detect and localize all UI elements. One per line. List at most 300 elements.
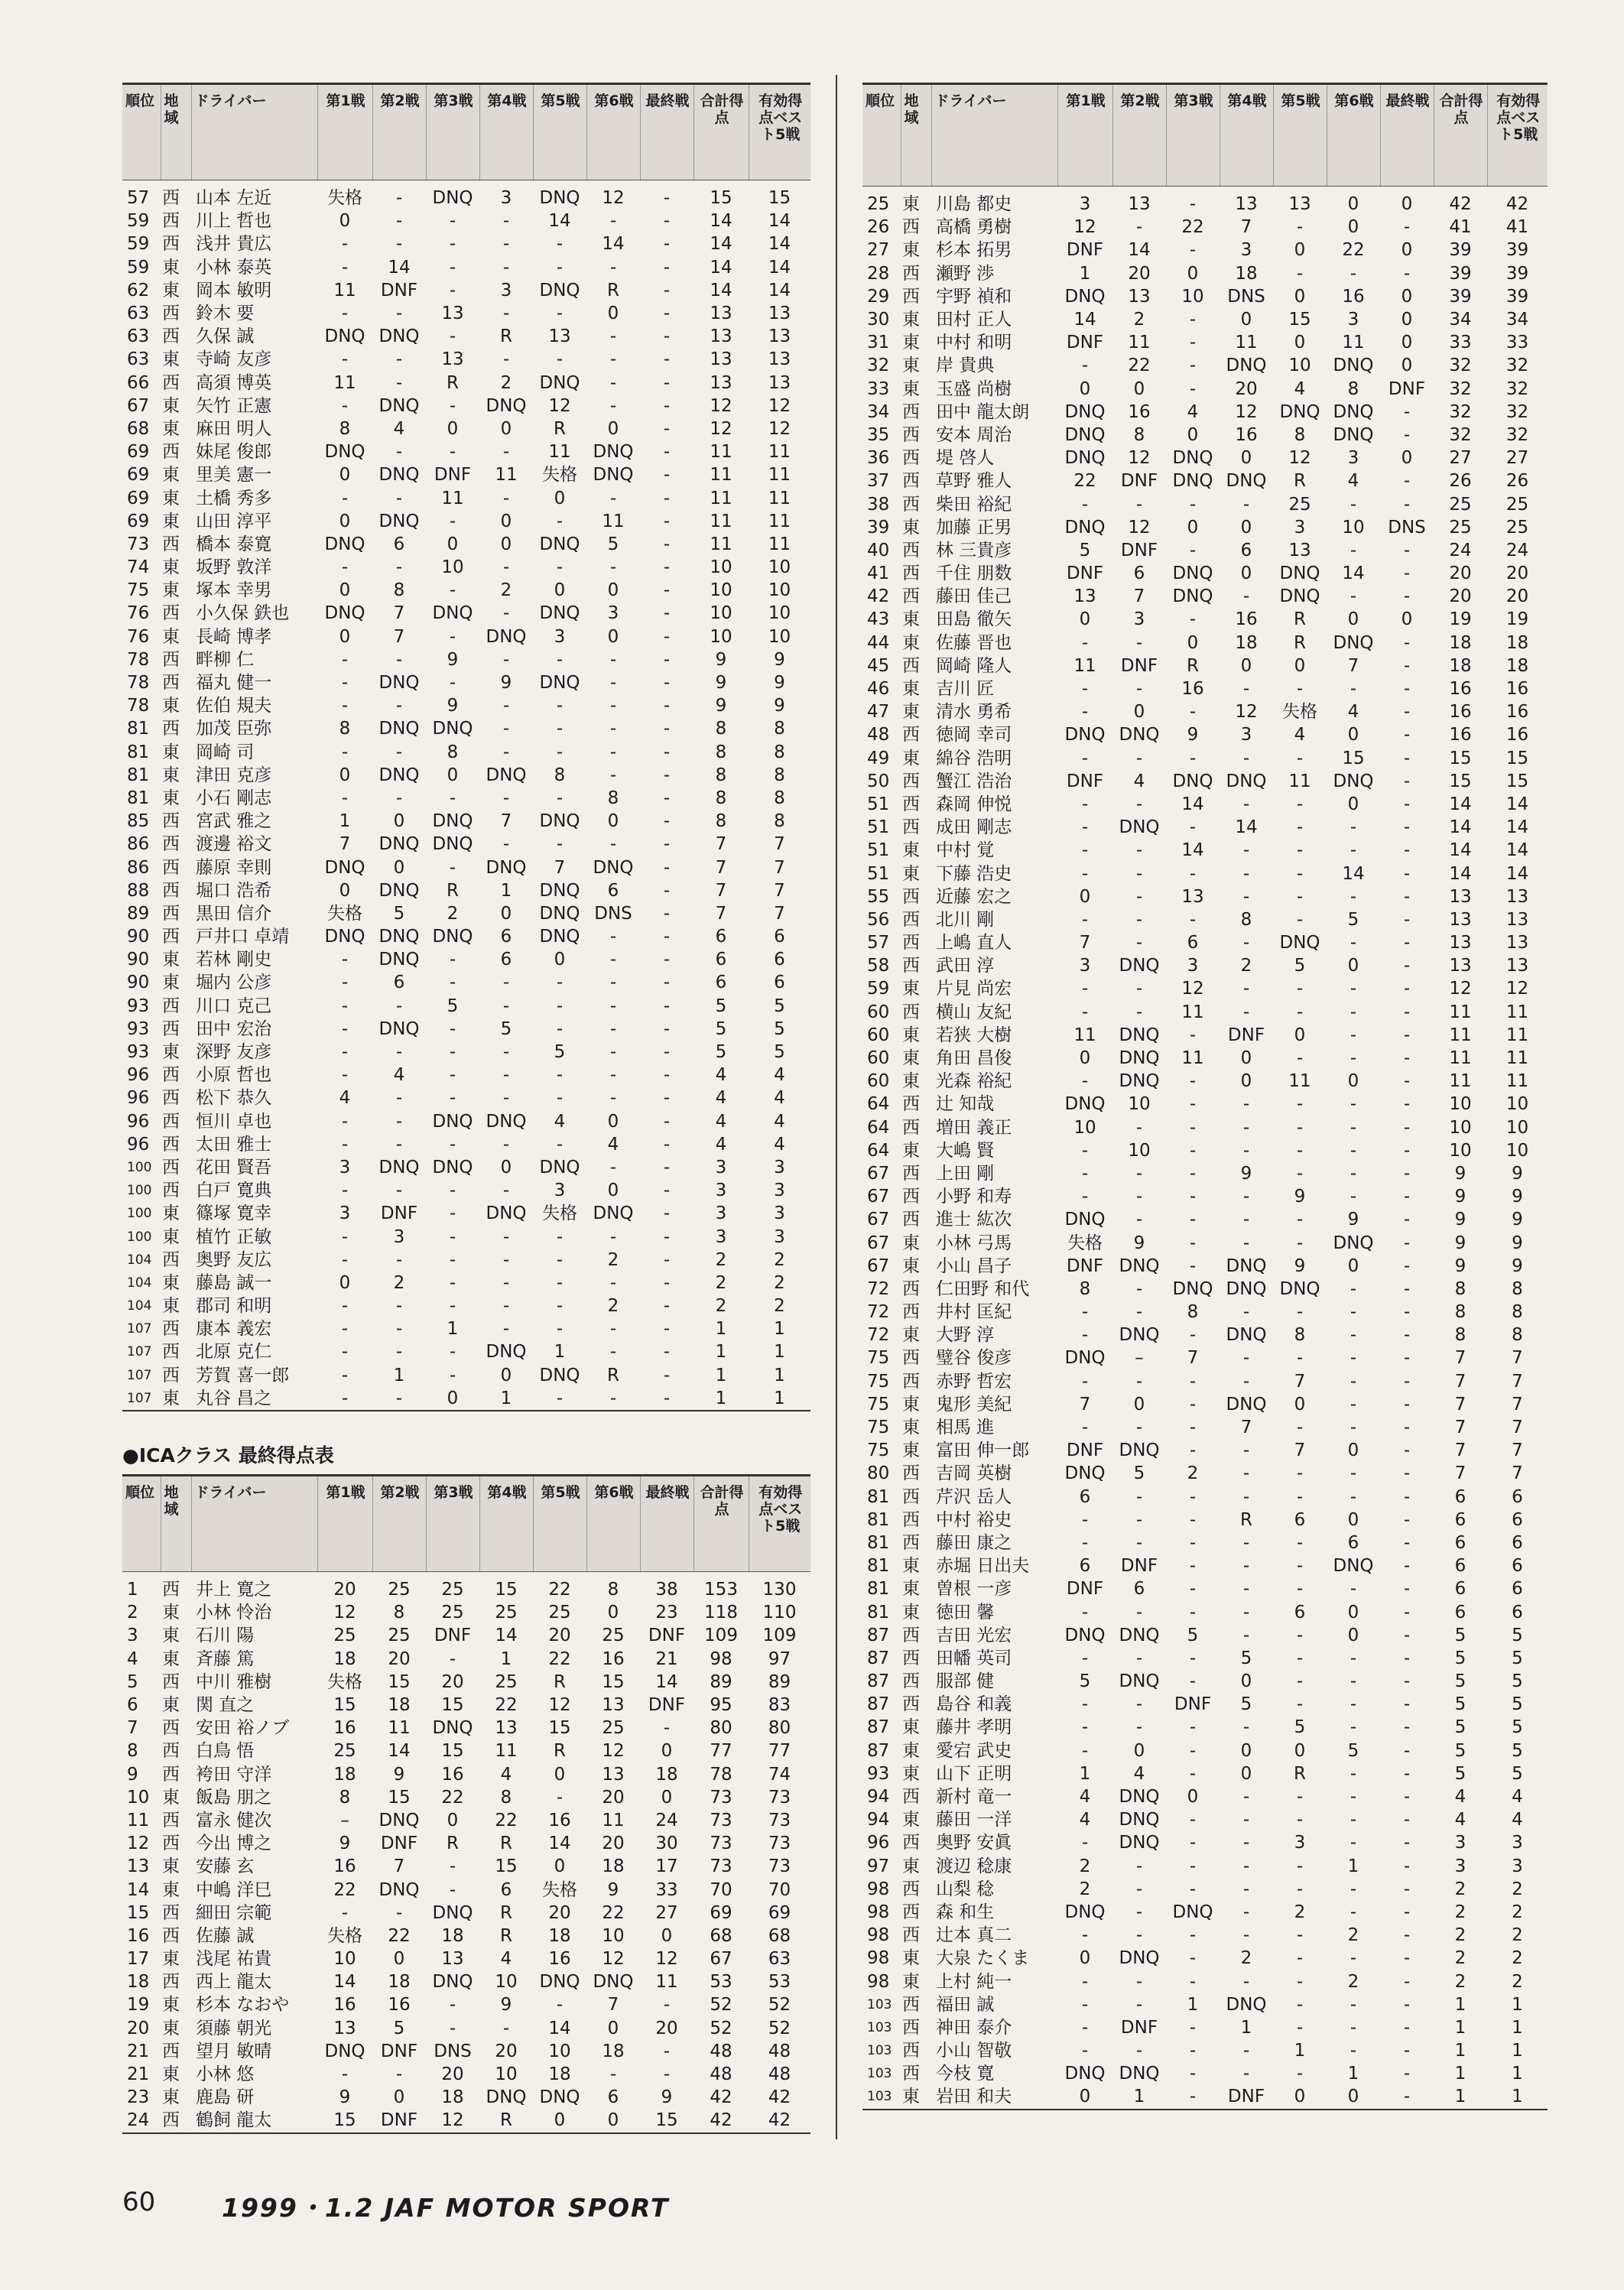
table-row: [862, 2062, 1548, 2085]
cell-round-2: -: [395, 1342, 403, 1363]
cell-total-points: 6: [1454, 1532, 1466, 1553]
table-row: [122, 510, 810, 533]
cell-round-2: -: [1135, 2041, 1143, 2061]
table-row: [122, 833, 810, 856]
cell-rank: 93: [127, 996, 150, 1016]
cell-round-6: 11: [602, 1810, 625, 1830]
cell-round-5: -: [1296, 1002, 1304, 1022]
table-row: [862, 401, 1548, 424]
cell-best-5-points: 69: [768, 1902, 791, 1923]
cell-region: 西: [162, 326, 180, 347]
cell-rank: 34: [867, 401, 890, 422]
cell-round-4: 15: [495, 1856, 518, 1877]
cell-round-6: -: [1350, 933, 1357, 953]
cell-rank: 29: [867, 286, 890, 307]
cell-round-3: 8: [447, 742, 459, 762]
cell-rank: 98: [867, 1925, 890, 1946]
cell-rank: 87: [867, 1648, 890, 1668]
table-row: [122, 579, 810, 602]
cell-round-3: -: [1189, 1233, 1197, 1253]
cell-region: 西: [902, 401, 920, 422]
cell-round-1: 失格: [1067, 1233, 1103, 1253]
cell-round-6: 15: [1342, 748, 1365, 768]
cell-final-round: -: [663, 1365, 671, 1385]
cell-round-3: 1: [1187, 1994, 1199, 2015]
cell-driver: 久保 誠: [196, 326, 255, 347]
cell-region: 西: [902, 794, 920, 814]
cell-driver: 神田 泰介: [936, 2017, 1012, 2038]
cell-rank: 5: [127, 1671, 138, 1692]
cell-driver: 田中 龍太朗: [936, 401, 1030, 422]
cell-total-points: 6: [715, 973, 727, 993]
cell-driver: 花田 賢吾: [196, 1157, 272, 1177]
cell-round-5: -: [1296, 1810, 1304, 1830]
cell-region: 西: [162, 996, 180, 1016]
cell-round-5: 25: [548, 1603, 571, 1623]
cell-round-2: -: [1135, 1302, 1143, 1323]
cell-region: 西: [162, 927, 180, 947]
cell-rank: 78: [127, 649, 150, 670]
cell-region: 西: [162, 1718, 180, 1739]
cell-round-6: 0: [1347, 1441, 1359, 1461]
cell-round-4: -: [502, 1065, 510, 1086]
cell-round-4: 18: [1235, 632, 1258, 653]
cell-round-6: -: [1350, 1117, 1357, 1138]
cell-best-5-points: 10: [1505, 1094, 1529, 1115]
cell-total-points: 14: [710, 234, 732, 255]
cell-round-2: DNF: [1120, 1556, 1158, 1577]
cell-round-4: -: [502, 304, 510, 324]
cell-round-4: -: [1242, 863, 1250, 884]
cell-round-4: -: [1242, 1810, 1250, 1830]
table-row: [862, 1208, 1548, 1231]
cell-best-5-points: 14: [1505, 863, 1529, 884]
cell-rank: 37: [867, 471, 890, 492]
table-row: [862, 1462, 1548, 1485]
cell-best-5-points: 6: [1512, 1602, 1523, 1622]
cell-round-4: -: [502, 788, 510, 808]
cell-rank: 76: [127, 626, 150, 647]
cell-final-round: -: [1403, 2087, 1411, 2107]
cell-round-4: -: [502, 603, 510, 624]
cell-round-3: -: [1189, 1025, 1197, 1045]
cell-driver: 岩田 和夫: [936, 2087, 1012, 2107]
table-row: [122, 717, 810, 740]
cell-round-4: -: [1242, 586, 1250, 607]
cell-round-3: DNQ: [1172, 586, 1213, 607]
table-row: [862, 677, 1548, 700]
cell-best-5-points: 1: [774, 1365, 785, 1385]
table-row: [122, 1717, 810, 1739]
cell-round-5: 4: [554, 1111, 566, 1132]
cell-round-6: -: [1350, 1486, 1357, 1507]
cell-driver: 藤井 孝明: [936, 1717, 1012, 1738]
cell-round-3: -: [1189, 1833, 1197, 1853]
cell-round-4: -: [1242, 1971, 1250, 1992]
cell-driver: 細田 宗範: [196, 1902, 272, 1923]
cell-final-round: 15: [655, 2110, 678, 2131]
cell-total-points: 7: [1454, 1418, 1466, 1438]
cell-final-round: -: [1403, 1025, 1411, 1045]
cell-final-round: -: [663, 696, 671, 716]
cell-round-4: 14: [495, 1626, 518, 1646]
cell-final-round: -: [663, 2041, 671, 2061]
cell-round-2: -: [1135, 979, 1143, 999]
cell-round-3: -: [1189, 194, 1197, 215]
cell-total-points: 8: [715, 788, 727, 808]
cell-driver: 璧谷 俊彦: [936, 1348, 1012, 1369]
cell-region: 西: [902, 1694, 920, 1715]
table-row: [862, 1716, 1548, 1739]
cell-round-2: 9: [1133, 1233, 1145, 1253]
cell-total-points: 2: [1454, 1879, 1466, 1899]
cell-round-3: -: [449, 1879, 456, 1900]
cell-round-4: DNF: [1227, 1025, 1265, 1045]
cell-round-1: 3: [339, 1157, 351, 1177]
cell-round-2: -: [395, 1134, 403, 1155]
cell-rank: 107: [127, 1367, 152, 1383]
cell-final-round: -: [663, 372, 671, 393]
cell-round-3: -: [1189, 310, 1197, 330]
cell-region: 西: [902, 1787, 920, 1808]
cell-round-2: -: [1135, 794, 1143, 814]
cell-rank: 10: [127, 1787, 150, 1808]
cell-best-5-points: 73: [768, 1856, 791, 1877]
table-row: [122, 1133, 810, 1156]
cell-round-2: 2: [393, 1272, 405, 1293]
header-final-round: 最終戦: [1380, 84, 1434, 187]
cell-round-6: -: [609, 372, 617, 393]
cell-round-1: -: [341, 257, 349, 278]
cell-region: 東: [162, 257, 180, 278]
cell-rank: 93: [127, 1018, 150, 1039]
cell-round-1: 8: [339, 418, 351, 439]
cell-rank: 13: [127, 1856, 150, 1877]
cell-region: 東: [902, 1325, 920, 1346]
cell-round-6: DNQ: [1333, 356, 1374, 376]
cell-round-6: -: [1350, 1302, 1357, 1323]
cell-round-2: 10: [1128, 1094, 1151, 1115]
cell-round-5: 0: [554, 488, 566, 508]
cell-round-3: -: [1189, 1187, 1197, 1207]
cell-round-1: -: [1081, 1717, 1089, 1738]
cell-round-2: DNF: [380, 280, 418, 300]
cell-round-2: 18: [388, 1972, 411, 1993]
cell-round-6: -: [1350, 1094, 1357, 1115]
cell-round-5: DNQ: [1279, 564, 1320, 584]
table-row: [122, 2040, 810, 2063]
cell-best-5-points: 7: [1512, 1394, 1523, 1415]
cell-region: 西: [902, 1994, 920, 2015]
cell-round-3: 0: [447, 765, 459, 785]
cell-rank: 51: [867, 840, 890, 861]
cell-round-4: -: [502, 1226, 510, 1247]
cell-round-4: 22: [495, 1695, 518, 1716]
cell-round-1: -: [1081, 1163, 1089, 1184]
cell-final-round: -: [663, 903, 671, 924]
cell-round-1: 22: [333, 1879, 356, 1900]
cell-best-5-points: 13: [768, 349, 791, 370]
cell-best-5-points: 27: [1505, 448, 1529, 469]
cell-round-4: 11: [495, 1741, 518, 1762]
cell-round-3: -: [1189, 817, 1197, 838]
cell-round-5: DNQ: [539, 1157, 580, 1177]
cell-best-5-points: 7: [774, 903, 785, 924]
magazine-title: 1999・1.2 JAF MOTOR SPORT: [222, 2193, 670, 2223]
cell-round-4: DNQ: [1226, 1255, 1267, 1276]
cell-round-5: 0: [1294, 333, 1306, 353]
cell-round-5: -: [1296, 1625, 1304, 1645]
cell-best-5-points: 5: [774, 1018, 785, 1039]
table-row: [122, 279, 810, 302]
table-row: [862, 1647, 1548, 1670]
cell-rank: 107: [127, 1344, 152, 1360]
cell-round-3: DNQ: [432, 927, 473, 947]
cell-round-2: DNQ: [1119, 1810, 1160, 1830]
cell-final-round: 20: [655, 2018, 678, 2038]
cell-round-1: DNQ: [1064, 1348, 1106, 1369]
cell-round-2: DNF: [1120, 540, 1158, 560]
cell-best-5-points: 48: [768, 2064, 791, 2085]
cell-region: 西: [902, 655, 920, 676]
cell-rank: 51: [867, 863, 890, 884]
cell-total-points: 10: [1449, 1117, 1472, 1138]
cell-round-1: 2: [1079, 1879, 1091, 1899]
cell-total-points: 3: [1454, 1833, 1466, 1853]
cell-round-4: DNQ: [1226, 1278, 1267, 1299]
cell-total-points: 12: [710, 395, 732, 416]
cell-total-points: 16: [1449, 725, 1472, 745]
cell-round-5: R: [554, 418, 566, 439]
cell-round-6: 12: [602, 1741, 625, 1762]
cell-round-5: -: [1296, 1648, 1304, 1668]
cell-round-4: 5: [1240, 1694, 1252, 1715]
table-row: [122, 1202, 810, 1225]
table-row: [862, 1047, 1548, 1070]
cell-final-round: -: [1403, 1163, 1411, 1184]
cell-rank: 88: [127, 880, 150, 901]
cell-round-4: R: [500, 1834, 512, 1854]
cell-region: 西: [162, 673, 180, 693]
cell-round-4: -: [502, 257, 510, 278]
cell-round-1: 13: [1073, 586, 1096, 607]
cell-round-4: DNQ: [1226, 771, 1267, 791]
cell-total-points: 1: [1454, 1994, 1466, 2015]
cell-region: 東: [162, 1388, 180, 1408]
cell-round-6: -: [1350, 979, 1357, 999]
cell-round-6: 0: [1347, 1071, 1359, 1092]
cell-total-points: 5: [1454, 1717, 1466, 1738]
cell-driver: 徳岡 幸司: [936, 725, 1012, 745]
cell-round-6: 0: [607, 811, 619, 832]
cell-final-round: 0: [1401, 609, 1413, 630]
cell-round-2: 11: [1128, 333, 1151, 353]
cell-region: 西: [162, 1088, 180, 1109]
cell-round-2: 14: [388, 257, 411, 278]
cell-final-round: 24: [655, 1810, 678, 1830]
cell-region: 東: [162, 1995, 180, 2016]
cell-round-4: 0: [1240, 1740, 1252, 1761]
cell-round-4: -: [1242, 1463, 1250, 1484]
cell-region: 西: [162, 1157, 180, 1177]
cell-round-5: -: [1296, 1532, 1304, 1553]
cell-rank: 104: [127, 1298, 152, 1314]
cell-round-5: -: [1296, 748, 1304, 768]
cell-round-1: 失格: [327, 903, 362, 924]
table-row: [862, 1001, 1548, 1024]
cell-round-3: 0: [1187, 424, 1199, 445]
cell-round-1: 8: [339, 1787, 351, 1808]
cell-region: 東: [902, 1071, 920, 1092]
cell-round-6: 0: [607, 580, 619, 601]
table-row: [862, 585, 1548, 608]
cell-final-round: -: [1403, 1625, 1411, 1645]
cell-region: 西: [902, 1348, 920, 1369]
cell-round-3: -: [449, 1296, 456, 1317]
table-row: [862, 1255, 1548, 1278]
cell-final-round: 0: [661, 1925, 673, 1946]
cell-driver: 岡崎 隆人: [936, 655, 1012, 676]
cell-round-4: -: [1242, 1371, 1250, 1392]
table-row: [862, 1970, 1548, 1993]
cell-round-6: -: [609, 950, 617, 970]
cell-round-1: 0: [339, 880, 351, 901]
cell-round-6: -: [1350, 1163, 1357, 1184]
cell-round-1: -: [341, 742, 349, 762]
cell-round-1: DNQ: [1064, 286, 1106, 307]
cell-round-6: 0: [607, 626, 619, 647]
cell-region: 東: [902, 1740, 920, 1761]
cell-round-6: -: [1350, 586, 1357, 607]
cell-total-points: 10: [710, 580, 732, 601]
cell-round-4: 22: [495, 1810, 518, 1830]
cell-final-round: 0: [1401, 448, 1413, 469]
cell-round-1: -: [341, 1134, 349, 1155]
table-row: [862, 424, 1548, 447]
cell-round-5: -: [1296, 817, 1304, 838]
cell-round-5: -: [556, 1995, 564, 2016]
cell-round-6: -: [609, 557, 617, 578]
cell-round-4: DNQ: [486, 1342, 527, 1363]
cell-final-round: -: [663, 719, 671, 739]
cell-final-round: -: [663, 534, 671, 554]
cell-round-5: DNQ: [539, 603, 580, 624]
cell-total-points: 9: [715, 649, 727, 670]
cell-round-1: -: [1081, 679, 1089, 700]
cell-round-6: -: [1350, 840, 1357, 861]
cell-rank: 60: [867, 1025, 890, 1045]
cell-driver: 田村 正人: [936, 310, 1012, 330]
cell-region: 東: [162, 788, 180, 808]
cell-round-5: 0: [1294, 2087, 1306, 2107]
table-row: [122, 417, 810, 440]
cell-region: 西: [162, 1249, 180, 1270]
cell-round-5: 13: [548, 326, 571, 347]
cell-final-round: 0: [1401, 286, 1413, 307]
cell-round-4: -: [1242, 748, 1250, 768]
cell-rank: 6: [127, 1695, 138, 1716]
cell-region: 西: [162, 603, 180, 624]
cell-driver: 斉藤 篤: [196, 1648, 255, 1669]
cell-best-5-points: 25: [1505, 494, 1529, 515]
cell-round-3: -: [1189, 1763, 1197, 1784]
cell-round-1: -: [341, 1111, 349, 1132]
header-round-4: 第4戦: [1220, 84, 1273, 187]
cell-round-4: -: [1242, 1625, 1250, 1645]
table-row: [862, 2085, 1548, 2109]
cell-best-5-points: 7: [1512, 1463, 1523, 1484]
cell-round-4: -: [502, 973, 510, 993]
cell-round-5: -: [1296, 1971, 1304, 1992]
cell-rank: 62: [127, 280, 150, 300]
cell-rank: 30: [867, 310, 890, 330]
cell-total-points: 8: [1454, 1325, 1466, 1346]
cell-rank: 21: [127, 2064, 150, 2085]
cell-round-3: -: [449, 211, 456, 232]
cell-round-4: 1: [500, 880, 512, 901]
cell-region: 西: [162, 1018, 180, 1039]
cell-round-5: 15: [548, 1718, 571, 1739]
cell-round-2: 4: [1133, 771, 1145, 791]
cell-region: 東: [162, 1648, 180, 1669]
table-row: [122, 1970, 810, 1993]
cell-region: 東: [902, 979, 920, 999]
cell-driver: 光森 裕紀: [936, 1071, 1012, 1092]
cell-round-6: DNQ: [593, 1972, 634, 1993]
cell-rank: 41: [867, 564, 890, 584]
cell-round-5: -: [556, 511, 564, 531]
cell-round-5: 7: [1294, 1371, 1306, 1392]
cell-driver: 岡崎 司: [196, 742, 255, 762]
cell-region: 西: [162, 1741, 180, 1762]
table-row: [862, 1093, 1548, 1116]
cell-round-2: -: [1135, 909, 1143, 930]
cell-round-4: 3: [500, 280, 512, 300]
cell-total-points: 16: [1449, 702, 1472, 723]
cell-round-4: -: [1242, 1925, 1250, 1946]
cell-round-5: -: [1296, 1233, 1304, 1253]
cell-round-6: -: [1350, 1325, 1357, 1346]
cell-best-5-points: 7: [1512, 1371, 1523, 1392]
cell-driver: 田島 徹矢: [936, 609, 1012, 630]
cell-best-5-points: 8: [1512, 1325, 1523, 1346]
cell-driver: 富永 健次: [196, 1810, 272, 1830]
cell-round-4: -: [1242, 933, 1250, 953]
cell-round-6: -: [609, 742, 617, 762]
cell-rank: 93: [867, 1763, 890, 1784]
cell-round-6: -: [1350, 1763, 1357, 1784]
table-row: [862, 1808, 1548, 1831]
cell-round-5: 12: [548, 395, 571, 416]
cell-total-points: 32: [1449, 401, 1472, 422]
cell-final-round: -: [1403, 1071, 1411, 1092]
cell-round-5: DNQ: [539, 534, 580, 554]
cell-final-round: 0: [661, 1741, 673, 1762]
cell-driver: 小林 泰英: [196, 257, 272, 278]
cell-round-2: DNQ: [378, 950, 420, 970]
cell-round-2: DNQ: [1119, 1255, 1160, 1276]
cell-round-2: 8: [393, 580, 405, 601]
cell-round-5: -: [1296, 1418, 1304, 1438]
cell-round-4: -: [1242, 1302, 1250, 1323]
cell-region: 西: [902, 1371, 920, 1392]
cell-round-1: -: [341, 1365, 349, 1385]
cell-final-round: -: [1403, 1925, 1411, 1946]
cell-round-6: R: [607, 1365, 619, 1385]
cell-round-3: -: [1189, 1717, 1197, 1738]
cell-best-5-points: 8: [1512, 1278, 1523, 1299]
cell-round-5: 12: [548, 1695, 571, 1716]
